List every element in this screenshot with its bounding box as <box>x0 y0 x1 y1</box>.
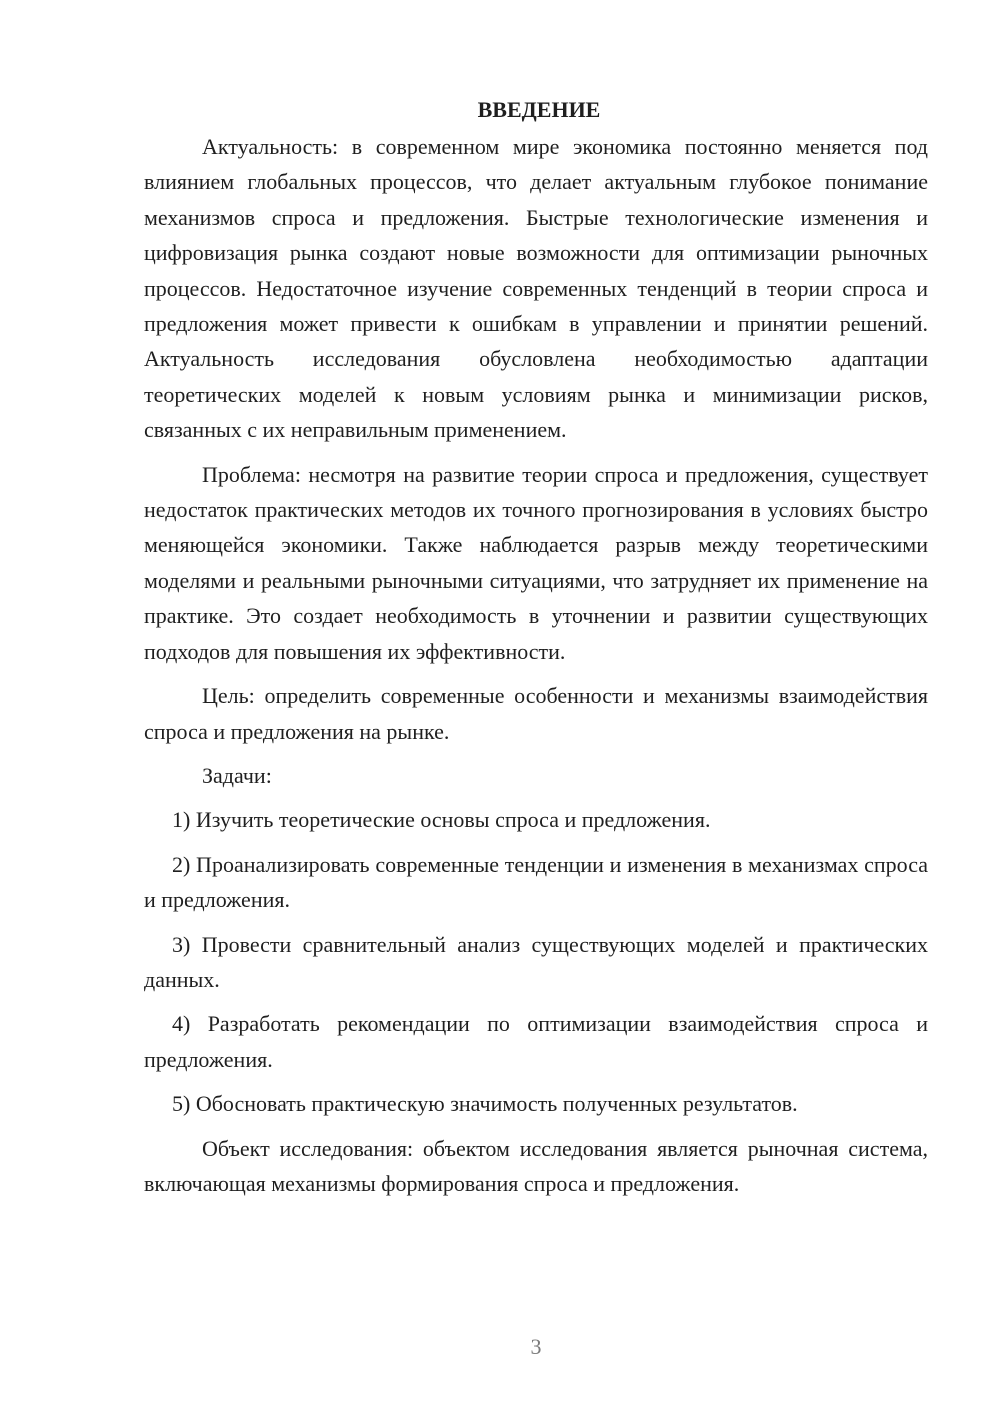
page-number: 3 <box>530 1334 542 1359</box>
task-item-3: 3) Провести сравнительный анализ существующих моделей и практических данных. <box>144 931 928 992</box>
task-item-5: 5) Обосновать практическую значимость полученных результатов. <box>172 1091 798 1117</box>
task-item-2: 2) Проанализировать современные тенденции и изменения в механизмах спроса и предложения. <box>144 851 928 913</box>
task-item-4: 4) Разработать рекомендации по оптимизации взаимодействия спроса и предложения. <box>144 1011 928 1072</box>
page-title: ВВЕДЕНИЕ <box>477 97 601 122</box>
relevance-paragraph: Актуальность: в современном мире экономика постоянно меняется под влиянием глобальных процессов, что делает актуальным глубокое понимание механизмов спроса и предложения. Быстрые технологические изменения и цифровизация рынка создают новые возможности для оптимизации рыночных процессов. Недостаточное изучение современных тенденций в теории спроса и предложения может привести к ошибкам в управлении и принятии решений. Актуальность исследования обусловлена необходимостью адаптации теоретических моделей к новым условиям рынка и минимизации рисков, связанных с их неправильным применением. <box>144 134 928 443</box>
goal-paragraph: Цель: определить современные особенности и механизмы взаимодействия спроса и предложения на рынке. <box>144 683 928 744</box>
problem-paragraph: Проблема: несмотря на развитие теории спроса и предложения, существует недостаток практических методов их точного прогнозирования в условиях быстро меняющейся экономики. Также наблюдается разрыв между теоретическими моделями и реальными рыночными ситуациями, что затрудняет их применение на практике. Это создает необходимость в уточнении и развитии существующих подходов для повышения их эффективности. <box>144 461 928 664</box>
object-paragraph: Объект исследования: объектом исследования является рыночная система, включающая механизмы формирования спроса и предложения. <box>144 1135 928 1196</box>
task-item-1: 1) Изучить теоретические основы спроса и предложения. <box>172 807 711 833</box>
document-page <box>144 92 928 1201</box>
tasks-heading: Задачи: <box>202 762 272 788</box>
